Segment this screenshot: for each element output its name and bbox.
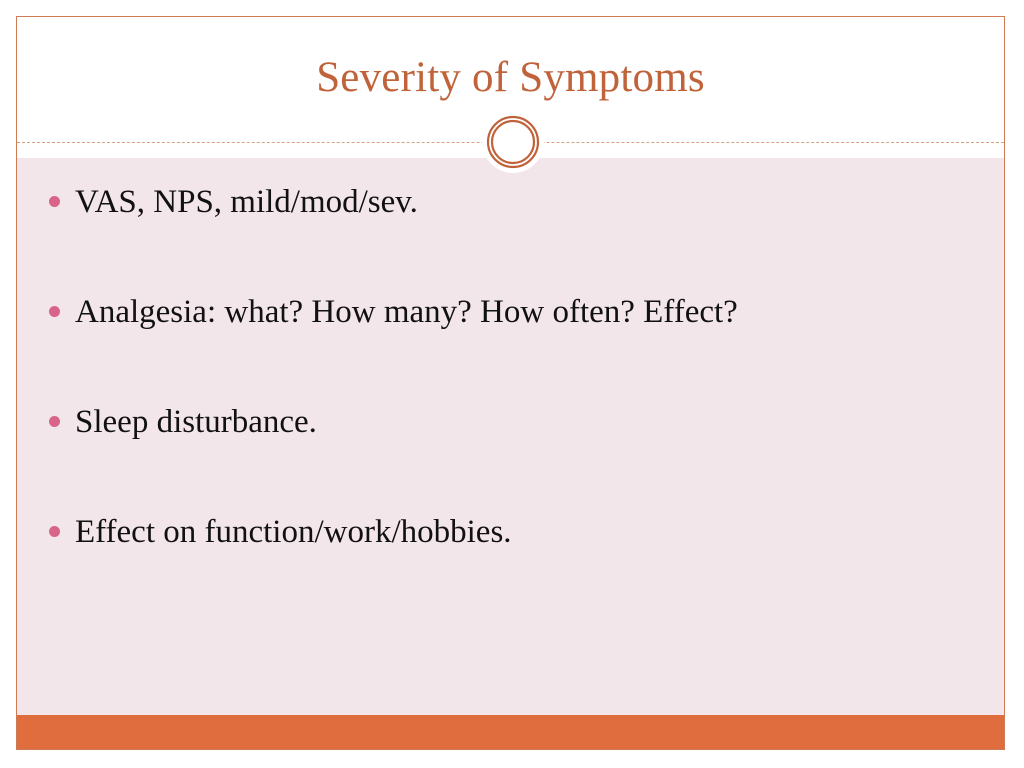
bullet-dot-icon (49, 306, 60, 317)
bullet-text: VAS, NPS, mild/mod/sev. (75, 184, 418, 220)
bullet-dot-icon (49, 416, 60, 427)
bullet-item (47, 400, 738, 510)
bullet-dot-icon (49, 196, 60, 207)
bullet-item (47, 510, 738, 620)
bullet-item (47, 290, 738, 400)
bottom-accent-bar (17, 715, 1004, 749)
slide (16, 16, 1005, 750)
bullet-list (47, 180, 738, 620)
bullet-text: Sleep disturbance. (75, 404, 317, 440)
bullet-text: Effect on function/work/hobbies. (75, 514, 512, 550)
bullet-item (47, 180, 738, 290)
bullet-dot-icon (49, 526, 60, 537)
slide-title: Severity of Symptoms (316, 54, 705, 101)
circle-ring-icon (482, 111, 544, 173)
bullet-text: Analgesia: what? How many? How often? Effect? (75, 294, 738, 330)
